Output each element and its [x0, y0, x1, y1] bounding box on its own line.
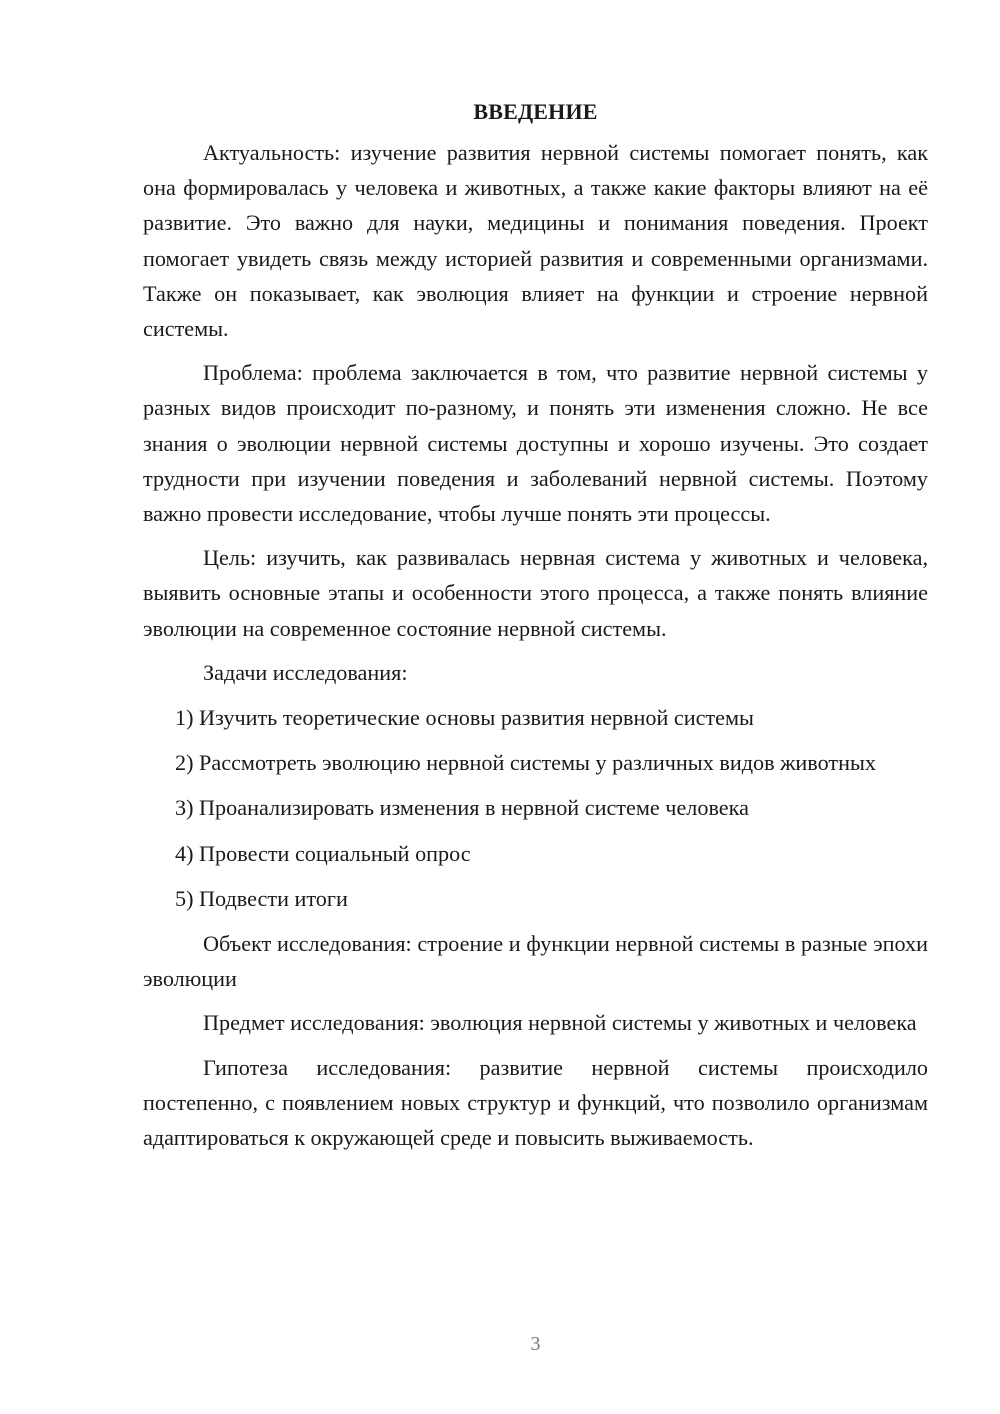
page-number: 3 [530, 1333, 541, 1355]
hypothesis-paragraph: Гипотеза исследования: развитие нервной системы происходило постепенно, с появлением новых структур и функций, что позволило организмам адаптироваться к окружающей среде и повысить выживаемость. [143, 1054, 928, 1151]
task-item: 3) Проанализировать изменения в нервной системе человека [175, 795, 749, 821]
subject-paragraph: Предмет исследования: эволюция нервной системы у животных и человека [203, 1010, 917, 1036]
page-title: ВВЕДЕНИЕ [473, 99, 598, 124]
goal-paragraph: Цель: изучить, как развивалась нервная система у животных и человека, выявить основные этапы и особенности этого процесса, а также понять влияние эволюции на современное состояние нервной системы. [143, 545, 928, 641]
task-item: 5) Подвести итоги [175, 885, 348, 911]
task-item: 2) Рассмотреть эволюцию нервной системы у различных видов животных [175, 750, 877, 776]
object-paragraph: Объект исследования: строение и функции нервной системы в разные эпохи эволюции [143, 931, 928, 992]
relevance-paragraph: Актуальность: изучение развития нервной системы помогает понять, как она формировалась у человека и животных, а также какие факторы влияют на её развитие. Это важно для науки, медицины и понимания поведения. Проект помогает увидеть связь между историей развития и современными организмами. Также он показывает, как эволюция влияет на функции и строение нервной системы. [143, 140, 928, 342]
task-item: 4) Провести социальный опрос [175, 840, 471, 866]
problem-paragraph: Проблема: проблема заключается в том, что развитие нервной системы у разных видов происходит по-разному, и понять эти изменения сложно. Не все знания о эволюции нервной системы доступны и хорошо изучены. Это создает трудности при изучении поведения и заболеваний нервной системы. Поэтому важно провести исследование, чтобы лучше понять эти процессы. [143, 360, 928, 527]
tasks-list [143, 700, 928, 916]
tasks-heading: Задачи исследования: [203, 659, 408, 685]
page-content [143, 94, 928, 1155]
task-item: 1) Изучить теоретические основы развития нервной системы [175, 705, 754, 731]
